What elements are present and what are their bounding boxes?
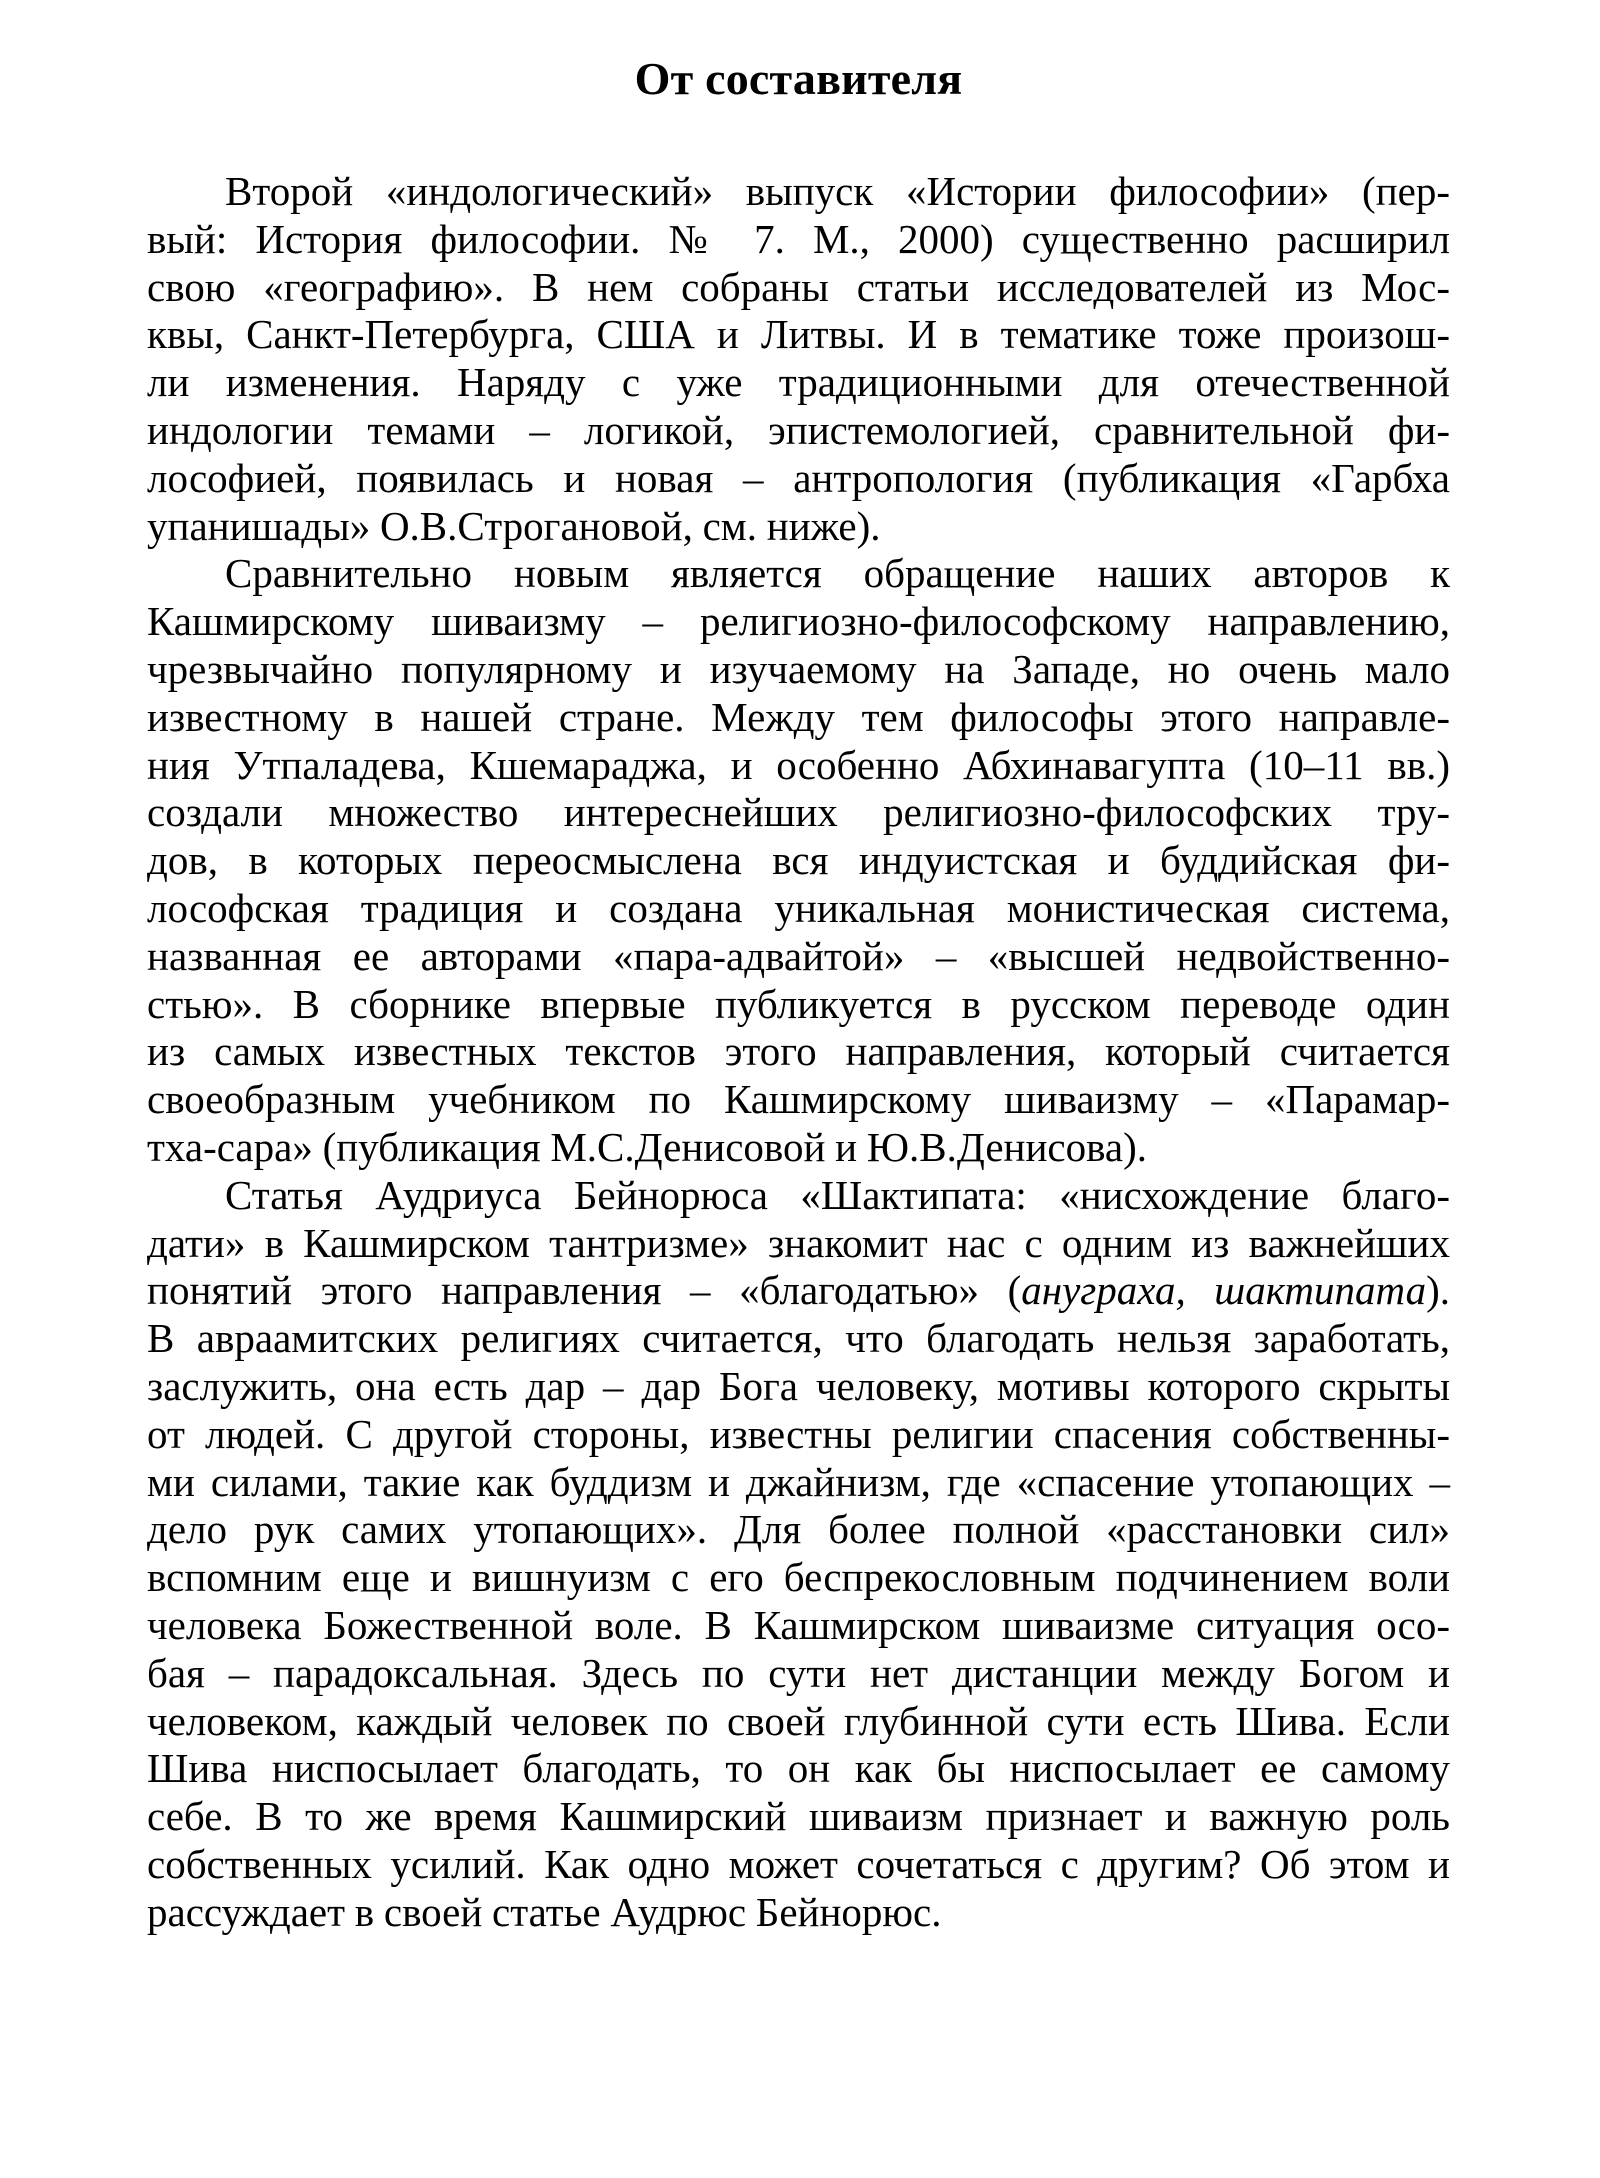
text-line: заслужить, она есть дар – дар Бога человеку, мотивы которого скрыты (147, 1362, 1450, 1409)
text-line: свою «географию». В нем собраны статьи исследователей из Мос- (147, 263, 1450, 310)
text-line: тха-сара» (публикация М.С.Денисовой и Ю.В.Денисова). (147, 1123, 1148, 1170)
paragraph-1 (147, 168, 1450, 550)
text-line: ми силами, такие как буддизм и джайнизм, где «спасение утопающих – (147, 1458, 1450, 1505)
text-line: человеком, каждый человек по своей глубинной сути есть Шива. Если (147, 1697, 1450, 1744)
text-line: Сравнительно новым является обращение наших авторов к (225, 550, 1450, 597)
text-line: рассуждает в своей статье Аудрюс Бейнорюс. (147, 1888, 942, 1935)
text-line: своеобразным учебником по Кашмирскому шиваизму – «Парамар- (147, 1076, 1450, 1123)
text-line: чрезвычайно популярному и изучаемому на Западе, но очень мало (147, 645, 1450, 692)
text-run: ). (1426, 1267, 1450, 1314)
text-line: стью». В сборнике впервые публикуется в русском переводе один (147, 980, 1450, 1027)
italic-terms: ануграха, шактипата (1021, 1267, 1427, 1314)
text-line: лософией, появилась и новая – антропология (публикация «Гарбха (147, 454, 1450, 501)
text-line: названная ее авторами «пара-адвайтой» – «высшей недвойственно- (147, 932, 1450, 979)
text-run: понятий этого направления – «благодатью» ( (147, 1267, 1022, 1314)
text-line: ли изменения. Наряду с уже традиционными для отечественной (147, 359, 1450, 406)
page-title: От составителя (634, 53, 963, 104)
text-line: собственных усилий. Как одно может сочетаться с другим? Об этом и (147, 1840, 1450, 1887)
text-line: ния Утпаладева, Кшемараджа, и особенно Абхинавагупта (10–11 вв.) (147, 741, 1450, 788)
text-line: Второй «индологический» выпуск «Истории философии» (пер- (225, 168, 1450, 214)
text-line: вый: История философии. № 7. М., 2000) существенно расширил (147, 215, 1450, 262)
text-line: упанишады» О.В.Строгановой, см. ниже). (147, 502, 881, 549)
text-line: известному в нашей стране. Между тем философы этого направле- (147, 693, 1450, 740)
text-line: себе. В то же время Кашмирский шиваизм признает и важную роль (147, 1793, 1450, 1840)
text-line-with-terms (147, 1267, 1450, 1315)
paragraph-2 (147, 550, 1450, 1171)
text-line: лософская традиция и создана уникальная монистическая система, (147, 884, 1450, 931)
text-line: дати» в Кашмирском тантризме» знакомит нас с одним из важнейших (147, 1219, 1450, 1266)
text-line: Шива ниспосылает благодать, то он как бы ниспосылает ее самому (147, 1745, 1450, 1792)
paragraph-3 (147, 1172, 1450, 1937)
text-line: бая – парадоксальная. Здесь по сути нет дистанции между Богом и (147, 1649, 1450, 1696)
text-line: дов, в которых переосмыслена вся индуистская и буддийская фи- (147, 837, 1450, 884)
text-line: человека Божественной воле. В Кашмирском шиваизме ситуация осо- (147, 1601, 1450, 1648)
text-line: от людей. С другой стороны, известны религии спасения собственны- (147, 1410, 1450, 1457)
text-line: Статья Аудриуса Бейнорюса «Шактипата: «нисхождение благо- (225, 1171, 1450, 1218)
text-line: квы, Санкт-Петербурга, США и Литвы. И в тематике тоже произош- (147, 311, 1450, 358)
text-line: дело рук самих утопающих». Для более полной «расстановки сил» (147, 1506, 1450, 1553)
body-text (147, 168, 1450, 1936)
text-line: индологии темами – логикой, эпистемологией, сравнительной фи- (147, 406, 1450, 453)
text-line: создали множество интереснейших религиозно-философских тру- (147, 789, 1450, 836)
text-line: из самых известных текстов этого направления, который считается (147, 1028, 1450, 1075)
page (147, 0, 1450, 1936)
text-line: В авраамитских религиях считается, что благодать нельзя заработать, (147, 1315, 1450, 1362)
text-line: Кашмирскому шиваизму – религиозно-философскому направлению, (147, 598, 1450, 645)
text-line: вспомним еще и вишнуизм с его беспрекословным подчинением воли (147, 1554, 1450, 1601)
